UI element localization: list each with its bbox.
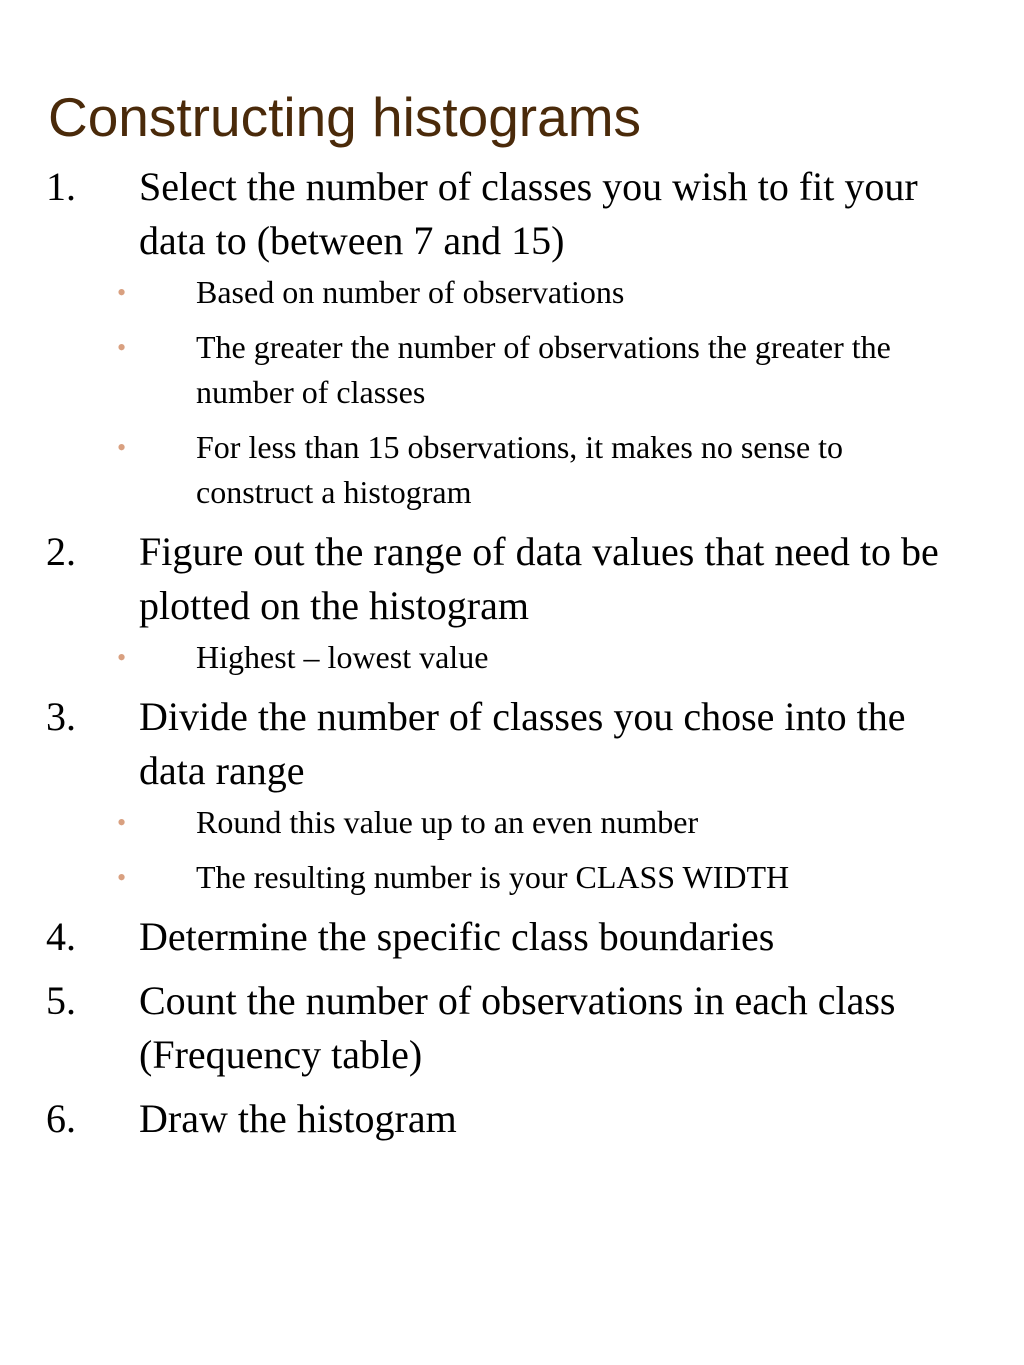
step-1 [0,160,1024,515]
bullet-item [117,800,964,845]
step-number: 3. [46,694,76,739]
bullet-text: Highest – lowest value [196,639,489,675]
bullet-item [117,270,964,315]
bullet-item [117,325,964,415]
step-number: 4. [46,914,76,959]
step-text: Figure out the range of data values that need to be plotted on the histogram [139,529,939,628]
bullet-item [117,635,964,680]
bullet-dot-icon: • [117,278,127,307]
step-text: Determine the specific class boundaries [139,914,775,959]
step-2 [0,525,1024,680]
step-5 [0,974,1024,1082]
bullet-text: The greater the number of observations the greater the number of classes [196,329,891,410]
step-text: Count the number of observations in each class (Frequency table) [139,978,896,1077]
step-number: 6. [46,1096,76,1141]
step-number: 2. [46,529,76,574]
bullet-item [117,425,964,515]
step-1-bullets [117,270,964,515]
bullet-item [117,855,964,900]
step-number: 5. [46,978,76,1023]
step-number: 1. [46,164,76,209]
bullet-dot-icon: • [117,643,127,672]
step-3 [0,690,1024,900]
step-text: Select the number of classes you wish to fit your data to (between 7 and 15) [139,164,918,263]
bullet-text: The resulting number is your CLASS WIDTH [196,859,790,895]
bullet-text: For less than 15 observations, it makes no sense to construct a histogram [196,429,844,510]
slide-title: Constructing histograms [48,86,642,148]
bullet-dot-icon: • [117,863,127,892]
bullet-text: Round this value up to an even number [196,804,699,840]
step-text: Divide the number of classes you chose into the data range [139,694,906,793]
steps-list [0,160,1024,1156]
step-6 [0,1092,1024,1146]
bullet-dot-icon: • [117,808,127,837]
bullet-text: Based on number of observations [196,274,625,310]
bullet-dot-icon: • [117,433,127,462]
step-3-bullets [117,800,964,900]
step-text: Draw the histogram [139,1096,457,1141]
step-4 [0,910,1024,964]
bullet-dot-icon: • [117,333,127,362]
step-2-bullets [117,635,964,680]
